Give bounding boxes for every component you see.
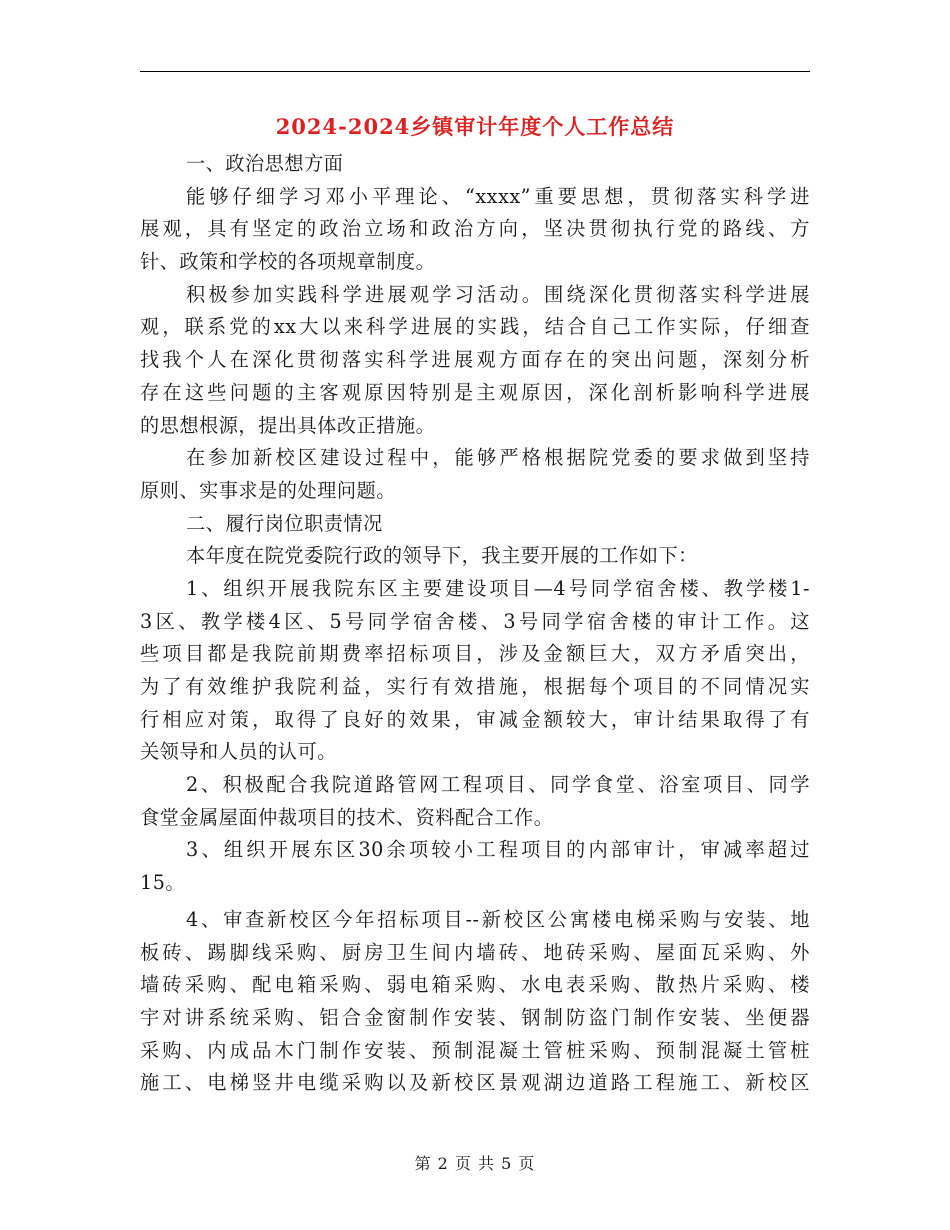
paragraph-line: 板砖、踢脚线采购、厨房卫生间内墙砖、地砖采购、屋面瓦采购、外 bbox=[140, 940, 810, 964]
paragraph-line: 原则、实事求是的处理问题。 bbox=[140, 478, 396, 502]
paragraph bbox=[140, 181, 810, 279]
paragraph-line: 3区、教学楼4区、5号同学宿舍楼、3号同学宿舍楼的审计工作。这 bbox=[140, 609, 810, 633]
paragraph bbox=[140, 769, 810, 834]
paragraph-line: 墙砖采购、配电箱采购、弱电箱采购、水电表采购、散热片采购、楼 bbox=[140, 973, 810, 997]
document-title: 2024-2024乡镇审计年度个人工作总结 bbox=[275, 114, 675, 139]
paragraph-line: 为了有效维护我院利益，实行有效措施，根据每个项目的不同情况实 bbox=[140, 675, 810, 698]
paragraph-line: 的思想根源，提出具体改正措施。 bbox=[140, 413, 436, 437]
paragraph-line: 施工、电梯竖井电缆采购以及新校区景观湖边道路工程施工、新校区 bbox=[140, 1071, 810, 1095]
paragraph bbox=[140, 573, 810, 769]
paragraph-line: 二、履行岗位职责情况 bbox=[186, 511, 383, 535]
paragraph bbox=[140, 834, 810, 899]
paragraph-line: 关领导和人员的认可。 bbox=[140, 740, 337, 764]
document-body bbox=[140, 148, 810, 1100]
paragraph bbox=[140, 442, 810, 507]
paragraph-line: 宇对讲系统采购、铝合金窗制作安装、钢制防盗门制作安装、坐便器 bbox=[140, 1005, 810, 1029]
paragraph-line: 存在这些问题的主客观原因特别是主观原因，深化剖析影响科学进展 bbox=[140, 380, 810, 404]
page-number: 第 2 页 共 5 页 bbox=[414, 1154, 536, 1173]
paragraph-line: 食堂金属屋面仲裁项目的技术、资料配合工作。 bbox=[140, 805, 554, 829]
paragraph-line: 本年度在院党委院行政的领导下，我主要开展的工作如下： bbox=[186, 544, 698, 568]
paragraph bbox=[140, 279, 810, 442]
paragraph-line: 行相应对策，取得了良好的效果，审减金额较大，审计结果取得了有 bbox=[140, 707, 810, 731]
paragraph bbox=[140, 148, 810, 181]
paragraph-line: 15。 bbox=[140, 871, 186, 895]
paragraph-line: 一、政治思想方面 bbox=[186, 152, 344, 175]
paragraph-line: 3、组织开展东区30余项较小工程项目的内部审计，审减率超过 bbox=[186, 838, 810, 862]
paragraph-line: 针、政策和学校的各项规章制度。 bbox=[140, 250, 436, 274]
paragraph-line: 找我个人在深化贯彻落实科学进展观方面存在的突出问题，深刻分析 bbox=[140, 348, 810, 372]
paragraph-line: 4、审查新校区今年招标项目--新校区公寓楼电梯采购与安装、地 bbox=[186, 907, 810, 931]
paragraph-line: 能够仔细学习邓小平理论、“xxxx”重要思想，贯彻落实科学进 bbox=[186, 184, 810, 208]
header-rule bbox=[140, 71, 810, 72]
paragraph bbox=[140, 540, 810, 573]
paragraph-line: 2、积极配合我院道路管网工程项目、同学食堂、浴室项目、同学 bbox=[186, 773, 810, 797]
paragraph-line: 在参加新校区建设过程中，能够严格根据院党委的要求做到坚持 bbox=[186, 446, 810, 470]
paragraph-line: 积极参加实践科学进展观学习活动。围绕深化贯彻落实科学进展 bbox=[186, 282, 810, 306]
paragraph-line: 些项目都是我院前期费率招标项目，涉及金额巨大，双方矛盾突出， bbox=[140, 642, 810, 666]
paragraph-line: 观，联系党的xx大以来科学进展的实践，结合自己工作实际，仔细查 bbox=[140, 315, 810, 339]
paragraph bbox=[140, 508, 810, 541]
paragraph-line: 采购、内成品木门制作安装、预制混凝土管桩采购、预制混凝土管桩 bbox=[140, 1038, 810, 1062]
paragraph-line: 1、组织开展我院东区主要建设项目—4号同学宿舍楼、教学楼1- bbox=[186, 576, 810, 600]
paragraph bbox=[140, 904, 810, 1100]
paragraph-line: 展观，具有坚定的政治立场和政治方向，坚决贯彻执行党的路线、方 bbox=[140, 217, 810, 241]
